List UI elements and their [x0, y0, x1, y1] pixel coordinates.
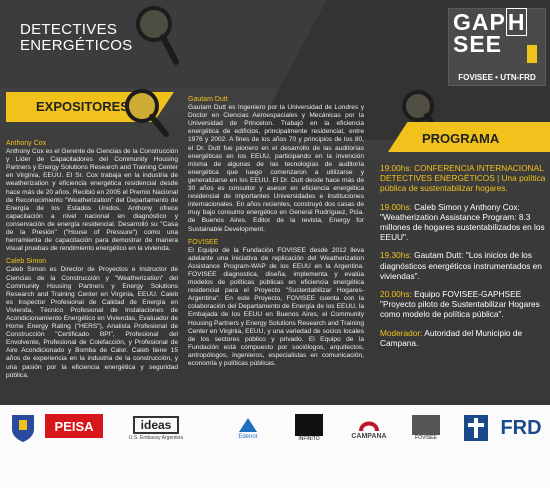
- speaker-name: Gautam Dutt: [188, 96, 228, 103]
- peisa-logo: PEISA: [45, 414, 103, 438]
- fovisee-label: FOVISEE: [415, 435, 437, 441]
- edenor-label: Edenor: [238, 434, 258, 440]
- program-time: Moderador:: [380, 327, 423, 338]
- ideas-subtitle: U.S. Embassy Argentina: [128, 434, 184, 441]
- program-item: [380, 202, 546, 243]
- speaker-block: [188, 239, 364, 369]
- frd-logo: FRD: [500, 416, 542, 439]
- speaker-block: [6, 140, 178, 253]
- program-text: Gautam Dutt: "Los inicios de los diagnósticos energéticos instrumentados en viviendas".: [380, 250, 542, 281]
- title-line-2: ENERGÉTICOS: [20, 37, 133, 54]
- program-item: [380, 328, 546, 348]
- program-item: [380, 250, 546, 281]
- program-time: 19:00hs:: [380, 163, 412, 173]
- edenor-logo: [228, 411, 268, 445]
- program-text: Autoridad del Municipio de Campana.: [380, 327, 523, 348]
- expositores-heading: EXPOSITORES: [36, 99, 129, 114]
- utn-logo: [462, 413, 490, 443]
- infinito-label: INFINITO: [298, 436, 320, 442]
- speaker-bio: Anthony Cox es el Gerente de Ciencias de la Construcción y Líder de Capacitadores del Community Housing Partners y Energy Solutions Research and Training Center en Virginia, EEUU. El Sr. Cox trabaja en la industria de weatherization y eficiencia energética residencial desde hace más de 20 años. Recibió en 2005 el Premio Nacional de Reconocimiento "Weatherization" del Departamento de Energía de los Estados Unidos. Anthony ofrece capacitación a nivel nacional en diagnóstico y conservación de energía residencial. Desarrolló su "Casa de la Presión" ("House of Pressure") como una herramienta de capacitación para demostrar de manera visual pruebas de rendimiento energético en la vivienda.: [6, 148, 178, 253]
- speaker-name: Anthony Cox: [6, 140, 47, 147]
- fovisee-mark: [412, 415, 440, 435]
- program-text: CONFERENCIA INTERNACIONAL DETECTIVES ENERGÉTICOS | Una política pública de sustentabilizar hogares.: [380, 163, 546, 194]
- program-item: [380, 289, 546, 320]
- speaker-bio: Gautam Dutt es Ingeniero por la Universidad de Londres y Doctor en Ciencias Aeroespaciales y Mecánicas por la Universidad de Princeton. Trabajó en la eficiencia energética de edificios, principalmente residencial, entre 1976 y 2002. A fines de los años 70 y principios de los 80, el Dr. Dutt fue pionero en el desarrollo de las auditorías energéticas en los EEUU, participando en la invención misma de algunas de las tecnologías de auditoría energética que luego comenzaron a utilizarse y generalizarse en los EEUU. El Dr. Dutt desde hace más de 30 años es consultor y asesor en eficiencia energética residencial de importantes Universidades e Instituciones internacionales. En años recientes, construyó dos casas de muy bajo consumo energético en General Rodríguez, Pcia. de Buenos Aires. Editor de la revista, Energy for Sustainable Development.: [188, 104, 364, 233]
- shield-logo: [10, 413, 36, 443]
- campana-label: CAMPANA: [351, 432, 387, 440]
- magnifier-icon: [132, 4, 180, 66]
- speakers-column-middle: [188, 96, 364, 373]
- program-item: [380, 163, 546, 194]
- program-text: Caleb Simon y Anthony Cox: "Weatherization Assistance Program: 8.3 millones de hogares sustentabilizados en los EEUU".: [380, 201, 545, 243]
- ideas-wordmark: ideas: [133, 416, 180, 434]
- infinito-mark: [295, 414, 323, 436]
- speaker-block: [188, 96, 364, 234]
- event-title: [20, 22, 132, 54]
- logo-accent-bar: [527, 45, 537, 63]
- program-time: 19.00hs:: [380, 201, 412, 212]
- program-time: 20.00hs:: [380, 289, 412, 300]
- sponsor-bar: [0, 405, 550, 488]
- title-line-1: DETECTIVES: [20, 21, 118, 38]
- speakers-column-left: [6, 140, 178, 385]
- speaker-block: [6, 258, 178, 379]
- campana-logo: [340, 411, 398, 445]
- speaker-bio: Caleb Simon es Director de Proyectos e Instructor de Ciencias de la Construcción y "Weatherization" del Community Housing Partners y Energy Solutions Research and Training Center en Virginia, EEUU. Caleb es Inspector Profesional de Calidad de Energía en Vivienda, Técnico Profesional de Instalaciones de Acondicionamiento Energético en Viviendas, Evaluador de Home Energy Rating ("HERS"), Analista Profesional de Construcción "Certificado BPI", Profesional del Envolvente, Profesional de Colefacción, y Profesional de Aire Acondicionado y Bomba de Calor. Caleb tiene 15 años de experiencia en la industria de la construcción, y una pasión por la eficiencia energética y seguridad pública.: [6, 266, 178, 379]
- logo-wordmark: GAPH SEE: [453, 9, 526, 57]
- infinito-logo: [290, 411, 328, 445]
- program-time: 19.30hs:: [380, 250, 412, 261]
- speaker-bio: El Equipo de la Fundación FOVISEE desde 2012 lleva adelante una iniciativa de replicación del Weatherization Assistance Program-WAP de los EEUU en la Argentina. FOVISEE diagnostica, diseña, implementa y evalúa modelos de políticas públicas en eficiencia energética residencial para el Proyecto "Sustentabilizar Hogares-Argentina". En este Proyecto, FOVISEE cuenta con la colaboración del Departamento de Energía de los EEUU, la Embajada de los EEUU en Buenos Aires, el Community Housing Partners y Energy Solutions Research and Training Center en Virginia, EEUU, y una variedad de socios locales de los sectores público y privado. El Equipo de la Fundación está compuesto por sociólogos, arquitectos, antropólogos, ingenieros, especialistas en comunicación, economía y políticas públicas.: [188, 246, 364, 367]
- speaker-name: Caleb Simon: [6, 258, 47, 266]
- programa-heading: PROGRAMA: [422, 131, 500, 146]
- speaker-name: FOVISEE: [188, 238, 219, 246]
- program-text: Equipo FOVISEE-GAPHSEE "Proyecto piloto de Sustentabilizar Hogares como modelo de política pública".: [380, 289, 540, 320]
- logo-subtitle: FOVISEE • UTN-FRD: [458, 73, 536, 82]
- ideas-logo: [112, 411, 200, 445]
- program-list: [380, 163, 546, 356]
- fovisee-logo: [408, 411, 444, 445]
- gaphsee-logo: [448, 8, 546, 86]
